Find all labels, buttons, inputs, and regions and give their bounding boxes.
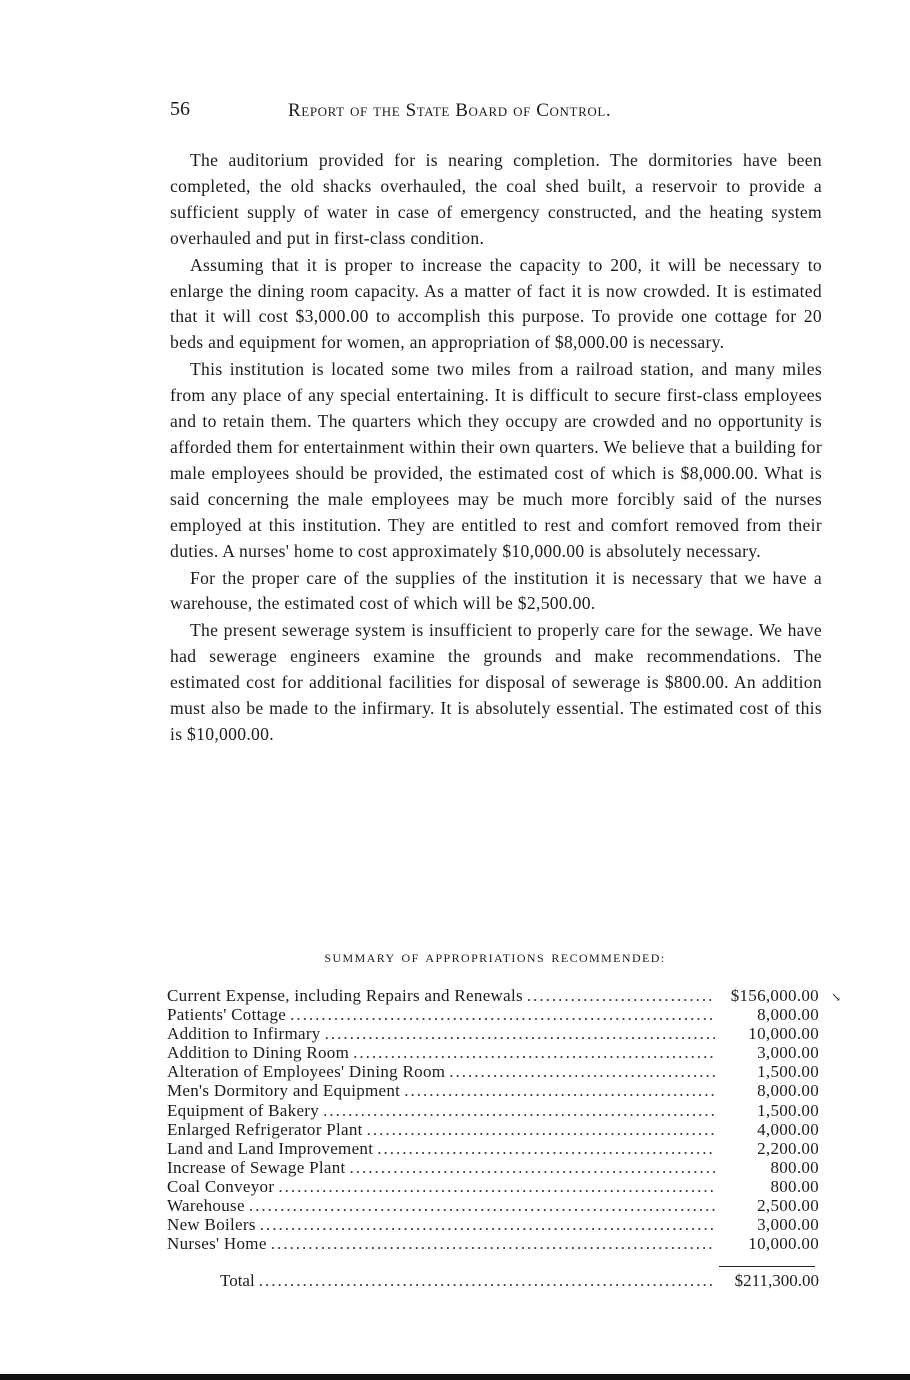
dot-leader — [367, 1120, 715, 1139]
item-amount: 2,500.00 — [757, 1196, 819, 1216]
total-amount: $211,300.00 — [734, 1271, 819, 1290]
dot-leader — [271, 1234, 715, 1253]
item-label: Nurses' Home — [167, 1234, 267, 1254]
paragraph: For the proper care of the supplies of the institution it is necessary that we have a warehouse, the estimated cost of which will be $2,500.00. — [170, 567, 822, 614]
page-header — [170, 98, 820, 126]
item-amount: 800.00 — [770, 1157, 819, 1177]
dot-leader — [259, 1271, 715, 1291]
dot-leader — [350, 1158, 715, 1177]
item-amount: 1,500.00 — [757, 1100, 819, 1120]
item-amount: 2,200.00 — [757, 1138, 819, 1158]
table-row — [167, 1005, 819, 1024]
dot-leader — [353, 1043, 715, 1062]
table-row — [167, 1139, 819, 1158]
page-number: 56 — [170, 98, 190, 120]
paragraph: Assuming that it is proper to increase the capacity to 200, it will be necessary to enlarge the dining room capacity. As a matter of fact it is now crowded. It is estimated that it will cost $3,000.00 to accomplish this purpose. To provide one cottage for 20 beds and equipment for women, an appropriation of $8,000.00 is necessary. — [170, 254, 822, 353]
table-row — [167, 1234, 819, 1253]
item-amount: 800.00 — [770, 1176, 819, 1196]
item-amount: 10,000.00 — [748, 1234, 819, 1254]
table-row — [167, 1081, 819, 1100]
dot-leader — [527, 986, 715, 1005]
total-label: Total — [220, 1271, 255, 1290]
table-row — [167, 1062, 819, 1081]
item-label: Addition to Infirmary — [167, 1024, 321, 1044]
item-amount: 1,500.00 — [757, 1062, 819, 1082]
appropriations-table — [167, 986, 819, 1253]
dot-leader — [260, 1215, 715, 1234]
dot-leader — [377, 1139, 715, 1158]
item-label: Patients' Cottage — [167, 1005, 287, 1025]
item-label: Coal Conveyor — [167, 1176, 275, 1196]
summary-title: SUMMARY OF APPROPRIATIONS RECOMMENDED: — [324, 951, 666, 965]
dot-leader — [404, 1081, 715, 1100]
item-amount: 10,000.00 — [748, 1024, 819, 1044]
paragraph: This institution is located some two miles from a railroad station, and many miles from any place of any special entertaining. It is difficult to secure first-class employees and to retain them. The quarters which they occupy are crowded and no opportunity is afforded them for entertainment within their own quarters. We believe that a building for male employees should be provided, the estimated cost of which is $8,000.00. What is said concerning the male employees may be much more forcibly said of the nurses employed at this institution. They are entitled to rest and comfort removed from their duties. A nurses' home to cost approximately $10,000.00 is absolutely necessary. — [170, 359, 822, 561]
dot-leader — [290, 1005, 715, 1024]
table-row — [167, 1215, 819, 1234]
paragraph: The present sewerage system is insufficient to properly care for the sewage. We have had sewerage engineers examine the grounds and make recommendations. The estimated cost for additional facilities for disposal of sewerage is $800.00. An addition must also be made to the infirmary. It is absolutely essential. The estimated cost of this is $10,000.00. — [170, 620, 822, 744]
dot-leader — [278, 1177, 715, 1196]
dot-leader — [325, 1024, 715, 1043]
table-row — [167, 1043, 819, 1062]
item-label: Equipment of Bakery — [167, 1100, 320, 1120]
item-amount: 3,000.00 — [757, 1215, 819, 1235]
running-head: Report of the State Board of Control. — [288, 100, 612, 121]
item-label: Enlarged Refrigerator Plant — [167, 1119, 363, 1139]
item-amount: $156,000.00 — [730, 986, 819, 1005]
item-amount: 8,000.00 — [757, 1005, 819, 1025]
item-amount: 8,000.00 — [757, 1081, 819, 1101]
body-text — [170, 148, 822, 749]
item-label: Increase of Sewage Plant — [167, 1157, 346, 1177]
dot-leader — [449, 1062, 715, 1081]
item-label: Current Expense, including Repairs and Renewals — [167, 986, 523, 1005]
table-row — [167, 1120, 819, 1139]
total-row — [220, 1271, 819, 1290]
table-row — [167, 1158, 819, 1177]
scan-bottom-edge — [0, 1374, 910, 1380]
table-row — [167, 1024, 819, 1043]
table-row — [167, 1177, 819, 1196]
item-label: Men's Dormitory and Equipment — [167, 1081, 401, 1101]
table-row — [167, 986, 819, 1005]
dot-leader — [323, 1101, 715, 1120]
item-amount: 4,000.00 — [757, 1119, 819, 1139]
item-label: Land and Land Improvement — [167, 1138, 374, 1158]
check-mark-icon: ↘ — [831, 990, 842, 1004]
item-label: New Boilers — [167, 1215, 256, 1235]
item-label: Addition to Dining Room — [167, 1043, 350, 1063]
table-row — [167, 1196, 819, 1215]
item-label: Warehouse — [167, 1196, 245, 1216]
total-line — [220, 1271, 819, 1290]
total-rule — [719, 1266, 815, 1267]
table-row — [167, 1101, 819, 1120]
item-amount: 3,000.00 — [757, 1043, 819, 1063]
dot-leader — [249, 1196, 715, 1215]
paragraph: The auditorium provided for is nearing completion. The dormitories have been completed, the old shacks overhauled, the coal shed built, a reservoir to provide a sufficient supply of water in case of emergency constructed, and the heating system overhauled and put in first-class condition. — [170, 150, 822, 248]
item-label: Alteration of Employees' Dining Room — [167, 1062, 446, 1082]
